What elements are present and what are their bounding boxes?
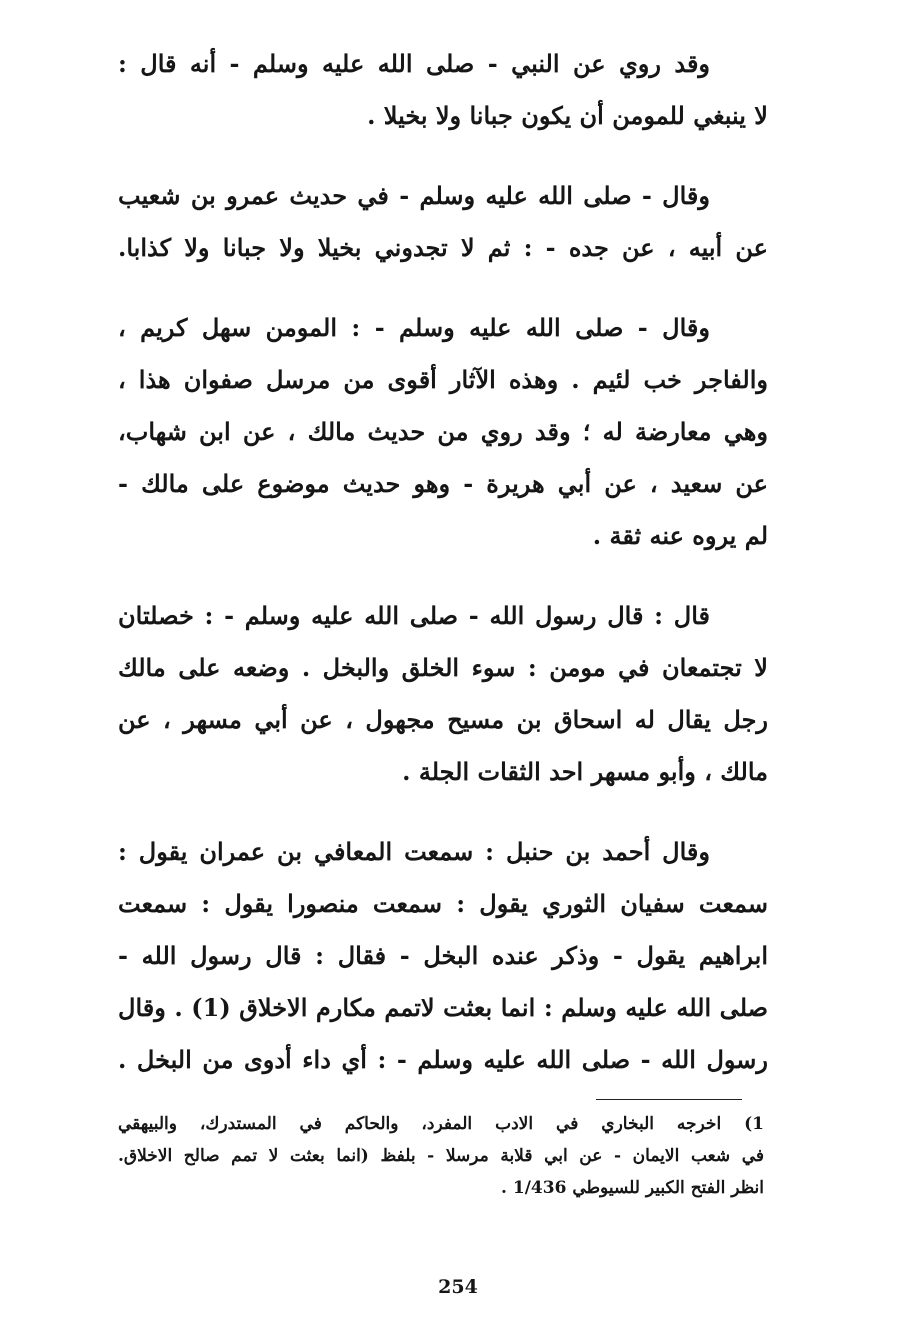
paragraph-4 — [118, 590, 768, 798]
text-line: ابراهيم يقول - وذكر عنده البخل - فقال : قال رسول الله - — [118, 941, 768, 970]
footnote-line: 1) اخرجه البخاري في الادب المفرد، والحاكم في المستدرك، والبيهقي — [118, 1114, 764, 1134]
text-line: مالك ، وأبو مسهر احد الثقات الجلة . — [402, 757, 768, 786]
text-line: والفاجر خب لئيم . وهذه الآثار أقوى من مرسل صفوان هذا ، — [118, 365, 768, 394]
text-line: سمعت سفيان الثوري يقول : سمعت منصورا يقول : سمعت — [118, 889, 768, 918]
main-text — [118, 38, 768, 1114]
text-line: وهي معارضة له ؛ وقد روي من حديث مالك ، عن ابن شهاب، — [118, 417, 768, 446]
paragraph-2 — [118, 170, 768, 274]
text-line: وقال أحمد بن حنبل : سمعت المعافي بن عمران يقول : — [118, 837, 710, 866]
text-line: رسول الله - صلى الله عليه وسلم - : أي داء أدوى من البخل . — [118, 1045, 768, 1074]
text-line: وقال - صلى الله عليه وسلم - : المومن سهل كريم ، — [118, 313, 710, 342]
paragraph-5 — [118, 826, 768, 1086]
text-line: وقد روي عن النبي - صلى الله عليه وسلم - أنه قال : — [118, 49, 710, 78]
paragraph-3 — [118, 302, 768, 562]
text-line: لا تجتمعان في مومن : سوء الخلق والبخل . وضعه على مالك — [118, 653, 768, 682]
text-line: رجل يقال له اسحاق بن مسيح مجهول ، عن أبي مسهر ، عن — [118, 705, 768, 734]
text-line: صلى الله عليه وسلم : انما بعثت لاتمم مكارم الاخلاق (1) . وقال — [118, 993, 768, 1022]
text-line: عن أبيه ، عن جده - : ثم لا تجدوني بخيلا ولا جبانا ولا كذابا. — [118, 233, 768, 262]
footnote-line: في شعب الايمان - عن ابي قلابة مرسلا - بلفظ (انما بعثت لا تمم صالح الاخلاق. — [118, 1146, 764, 1166]
text-line: وقال - صلى الله عليه وسلم - في حديث عمرو بن شعيب — [118, 181, 710, 210]
text-line: عن سعيد ، عن أبي هريرة - وهو حديث موضوع على مالك - — [118, 469, 768, 498]
footnote — [118, 1108, 764, 1204]
text-line: قال : قال رسول الله - صلى الله عليه وسلم - : خصلتان — [118, 601, 710, 630]
footnote-separator — [596, 1099, 742, 1100]
page-number: 254 — [438, 1276, 478, 1298]
text-line: لم يروه عنه ثقة . — [592, 521, 768, 550]
footnote-line: انظر الفتح الكبير للسيوطي 1/436 . — [501, 1178, 764, 1198]
text-line: لا ينبغي للمومن أن يكون جبانا ولا بخيلا . — [367, 101, 768, 130]
paragraph-1 — [118, 38, 768, 142]
